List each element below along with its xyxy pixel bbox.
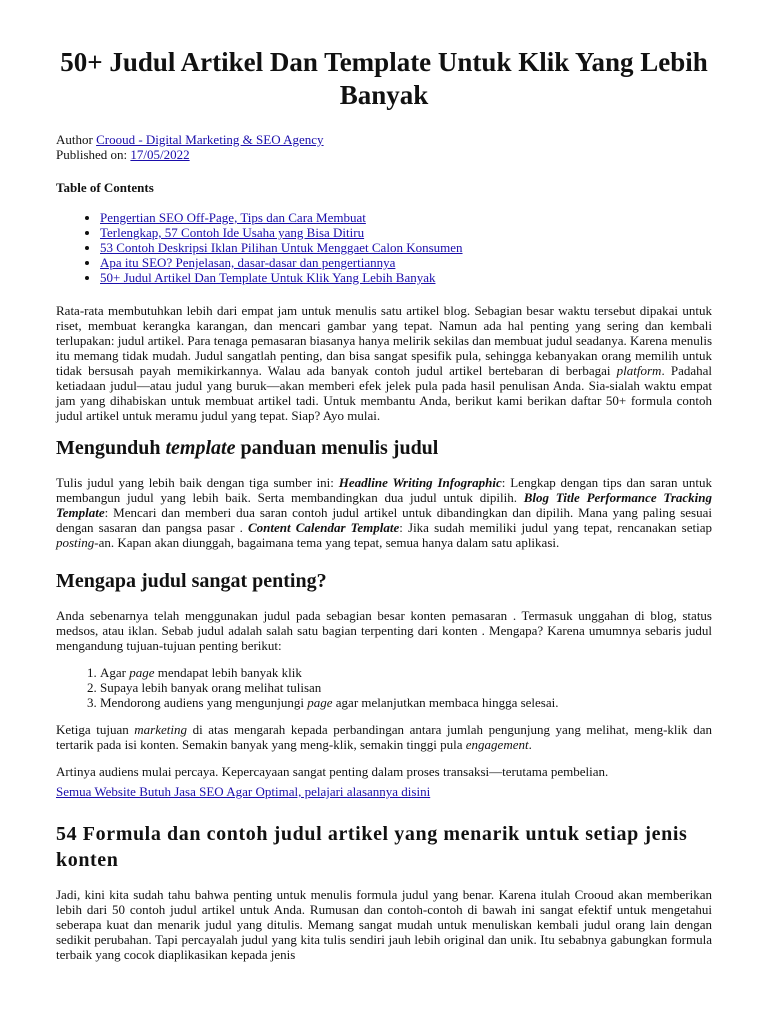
toc-link[interactable]: Apa itu SEO? Penjelasan, dasar-dasar dan pengertiannya [100,255,396,270]
paragraph-text: . [528,737,532,752]
paragraph-text: -an. Kapan akan diunggah, bagaimana tema yang tepat, semua hanya dalam satu aplikasi. [94,535,560,550]
paragraph-text: Ketiga tujuan [56,722,135,737]
toc-title: Table of Contents [56,180,154,195]
formula-paragraph: Jadi, kini kita sudah tahu bahwa penting untuk menulis formula judul yang benar. Karena itulah Crooud akan memberikan lebih dari 50 contoh judul artikel untuk Anda. Rumusan dan contoh-contoh di bawah ini sangat efektif untuk mengetahui seberapa kuat dan menarik judul yang ditulis. Memang sangat mudah untuk menuliskan kembali judul orang lain dengan sedikit perubahan. Tapi percayalah judul yang kita tulis sendiri jauh lebih original dan unik. Itu sebabnya gabungkan formula terbaik yang cocok diaplikasikan kepada jenis [56,887,712,962]
template-paragraph [56,475,712,550]
section-heading-template [56,435,712,461]
paragraph-text: : Mencari dan memberi dua saran contoh judul artikel untuk dibandingkan dan dipilih. Mana yang paling sesuai dengan sasaran dan pangsa pasar . [56,505,712,535]
reason-text: Mendorong audiens yang mengunjungi [100,695,308,710]
toc-link[interactable]: 50+ Judul Artikel Dan Template Untuk Klik Yang Lebih Banyak [100,270,436,285]
toc-item [100,210,712,225]
section-heading-importance: Mengapa judul sangat penting? [56,570,327,592]
reason-item [100,695,712,710]
article-title: 50+ Judul Artikel Dan Template Untuk Klik Yang Lebih Banyak [60,47,708,110]
intro-text: Rata-rata membutuhkan lebih dari empat jam untuk menulis satu artikel blog. Sebagian besar waktu tersebut dipakai untuk riset, membuat kerangka karangan, dan mencari gambar yang tepat. Namun ada hal penting yang sering dan kembali terlupakan: judul artikel. Para tenaga pemasaran biasanya hanya melirik sekilas dan membuat judul seadanya. Karena menulis itu memang tidak mudah. Judul sangatlah penting, dan bisa sangat spesifik pula, sehingga kebanyakan orang memilih untuk tidak bersusah payah memikirkannya. Walau ada banyak contoh judul artikel bertebaran di berbagai [56,303,712,378]
reason-text: Agar [100,665,130,680]
seo-link-line [56,783,712,801]
resource-name: Blog Title Performance Tracking Template [56,490,712,520]
paragraph-emphasis: marketing [134,722,188,737]
author-label: Author [56,132,93,147]
paragraph-text: : Lengkap dengan tips dan saran untuk membangun judul yang lebih baik. Serta membandingkan dua judul untuk dipilih. [56,475,712,505]
reasons-list [56,665,712,710]
toc-link[interactable]: Terlengkap, 57 Contoh Ide Usaha yang Bisa Ditiru [100,225,365,240]
importance-paragraph: Anda sebenarnya telah menggunakan judul pada sebagian besar konten pemasaran . Termasuk unggahan di blog, status medsos, atau iklan. Sebab judul adalah salah satu bagian terpenting dari konten . Mengapa? Karena umumnya sebaris judul mengandung tujuan-tujuan penting berikut: [56,608,712,653]
reason-text: agar melanjutkan membaca hingga selesai. [332,695,559,710]
toc-list [56,210,712,285]
trust-paragraph: Artinya audiens mulai percaya. Kepercayaan sangat penting dalam proses transaksi—terutama pembelian. [56,764,609,779]
paragraph-text: di atas mengarah kepada perbandingan antara jumlah pengunjung yang melihat, meng-klik dan tertarik pada isi konten. Semakin banyak yang meng-klik, semakin tinggi pula [56,722,712,752]
published-line [56,147,712,162]
resource-name: Content Calendar Template [247,520,400,535]
resource-name: Headline Writing Infographic [338,475,502,490]
section-heading-formula: 54 Formula dan contoh judul artikel yang menarik untuk setiap jenis konten [56,823,688,871]
heading-text: Mengunduh [56,437,166,459]
intro-emphasis: platform [616,363,662,378]
paragraph-emphasis: engagement [465,737,529,752]
published-date-link[interactable]: 17/05/2022 [130,147,190,162]
article-meta [56,132,712,162]
toc-item [100,225,712,240]
toc-item [100,240,712,255]
reason-emphasis: page [129,665,155,680]
paragraph-text: Tulis judul yang lebih baik dengan tiga sumber ini: [56,475,339,490]
toc-item [100,255,712,270]
reason-item: 2. Supaya lebih banyak orang melihat tulisan [100,680,712,695]
reason-text: mendapat lebih banyak klik [154,665,302,680]
reason-item [100,665,712,680]
seo-article-link[interactable]: Semua Website Butuh Jasa SEO Agar Optimal, pelajari alasannya disini [56,784,431,799]
intro-text: . Padahal ketiadaan judul—atau judul yang buruk—akan memberi efek jelek pula pada hasil penulisan Anda. Sia-sialah waktu empat jam yang dihabiskan untuk membuat artikel tadi. Untuk membantu Anda, berikut kami berikan daftar 50+ formula contoh judul artikel untuk meramu judul yang tepat. Siap? Ayo mulai. [56,363,712,423]
toc-link[interactable]: 53 Contoh Deskripsi Iklan Pilihan Untuk Menggaet Calon Konsumen [100,240,463,255]
reason-emphasis: page [307,695,333,710]
marketing-paragraph [56,722,712,752]
published-label: Published on: [56,147,128,162]
author-link[interactable]: Crooud - Digital Marketing & SEO Agency [96,132,324,147]
heading-text: panduan menulis judul [235,437,439,459]
paragraph-emphasis: posting [56,535,95,550]
author-line [56,132,712,147]
heading-emphasis: template [165,437,236,459]
toc-item [100,270,712,285]
paragraph-text: : Jika sudah memiliki judul yang tepat, rencanakan setiap [399,520,712,535]
toc-link[interactable]: Pengertian SEO Off-Page, Tips dan Cara Membuat [100,210,366,225]
intro-paragraph [56,303,712,423]
